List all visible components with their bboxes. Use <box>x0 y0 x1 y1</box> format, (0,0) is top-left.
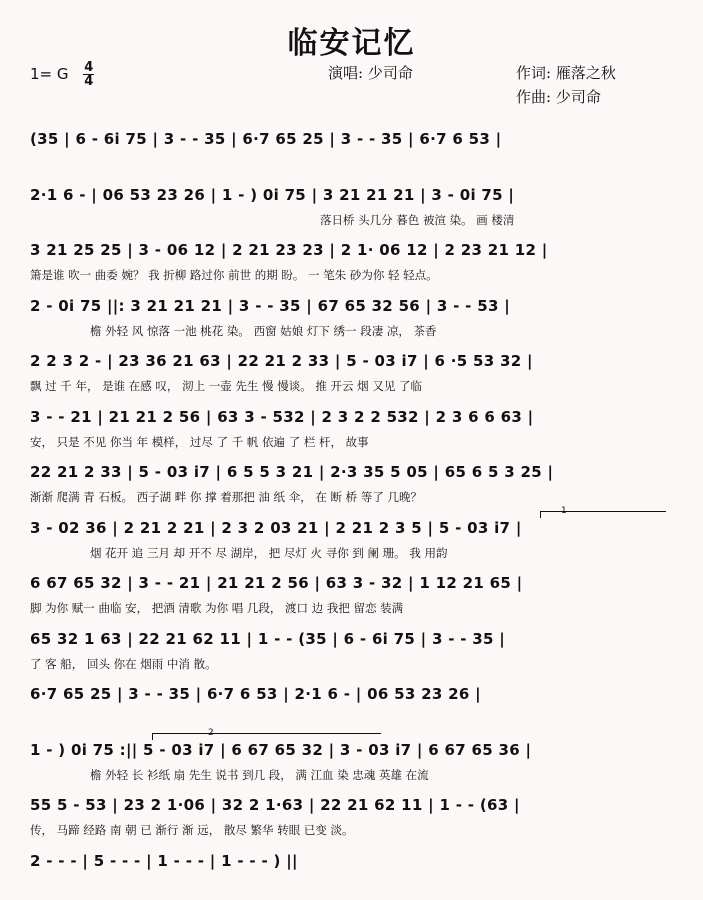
singer-credit: 演唱: 少司命 <box>328 64 413 82</box>
lyrics-line: 檐 外轻 风 惊落 一池 桃花 染。 西窗 姑娘 灯下 绣一 段凄 凉， 茶香 <box>90 323 437 338</box>
notation-line: 2 - 0i 75 ||: 3 21 21 21 | 3 - - 35 | 67 65 32 56 | 3 - - 53 | <box>30 296 510 315</box>
lyrics-line: 落日桥 头几分 暮色 被渲 染。 画 楼清 <box>320 212 515 227</box>
key-label: 1= G <box>30 65 69 83</box>
notation-line: 3 21 25 25 | 3 - 06 12 | 2 21 23 23 | 2 1· 06 12 | 2 23 21 12 | <box>30 241 548 259</box>
notation-line: 22 21 2 33 | 5 - 03 i7 | 6 5 5 3 21 | 2·3 35 5 05 | 65 6 5 3 25 | <box>30 463 554 481</box>
volta-number: 1 <box>561 505 567 516</box>
score-line <box>30 786 670 842</box>
volta-number: 2 <box>208 727 214 738</box>
volta-bracket-2 <box>152 727 381 740</box>
score-line <box>30 842 670 898</box>
score-line <box>30 675 670 731</box>
score-line <box>30 287 670 343</box>
notation-line: 55 5 - 53 | 23 2 1·06 | 32 2 1·63 | 22 21 62 11 | 1 - - (63 | <box>30 796 520 814</box>
lyrics-line: 安， 只是 不见 你当 年 模样， 过尽 了 千 帆 依遍 了 栏 杆， 故事 <box>30 434 369 449</box>
lyricist-credit: 作词: 雁落之秋 <box>516 64 616 82</box>
song-title: 临安记忆 <box>287 26 416 61</box>
lyrics-line: 檐 外轻 长 衫纸 扇 先生 说书 到几 段， 满 江血 染 忠魂 英雄 在流 <box>90 767 429 782</box>
score-line <box>30 564 670 620</box>
score-line <box>30 620 670 676</box>
time-signature-top: 4 <box>84 60 94 75</box>
score-line <box>30 120 670 176</box>
lyrics-line: 脚 为你 赋一 曲临 安， 把酒 清歌 为你 唱 几段， 渡口 边 我把 留恋 装满 <box>30 601 404 615</box>
notation-line: 2·1 6 - | 06 53 23 26 | 1 - ) 0i 75 | 3 21 21 21 | 3 - 0i 75 | <box>30 185 515 204</box>
notation-line: 1 - ) 0i 75 :|| 5 - 03 i7 | 6 67 65 32 | 3 - 03 i7 | 6 67 65 36 | <box>30 740 532 759</box>
lyrics-line: 渐渐 爬满 青 石板。 西子湖 畔 你 撑 着那把 油 纸 伞， 在 断 桥 等了 几晚？ <box>30 490 422 504</box>
score-line <box>30 453 670 509</box>
key-signature <box>30 62 94 87</box>
notation-line: (35 | 6 - 6i 75 | 3 - - 35 | 6·7 65 25 | 3 - - 35 | 6·7 6 53 | <box>30 130 502 148</box>
lyrics-line: 了 客 船， 回头 你在 烟雨 中消 散。 <box>30 656 217 671</box>
notation-line: 3 - 02 36 | 2 21 2 21 | 2 3 2 03 21 | 2 21 2 3 5 | 5 - 03 i7 | <box>30 518 522 537</box>
notation-line: 2 2 3 2 - | 23 36 21 63 | 22 21 2 33 | 5 - 03 i7 | 6 ·5 53 32 | <box>30 352 533 370</box>
score-line <box>30 505 670 565</box>
notation-line: 3 - - 21 | 21 21 2 56 | 63 3 - 532 | 2 3 2 2 532 | 2 3 6 6 63 | <box>30 407 534 426</box>
volta-bracket-1 <box>540 505 666 518</box>
notation-line: 6·7 65 25 | 3 - - 35 | 6·7 6 53 | 2·1 6 - | 06 53 23 26 | <box>30 685 481 703</box>
score-line <box>30 231 670 287</box>
lyrics-line: 烟 花开 追 三月 却 开不 尽 湖岸， 把 尽灯 火 寻你 到 阑 珊。 我 用韵 <box>90 545 448 560</box>
score-line <box>30 727 670 787</box>
lyrics-line: 飘 过 千 年， 是谁 在感 叹， 沏上 一壶 先生 慢 慢谈。 推 开云 烟 又见 了临 <box>30 379 422 393</box>
time-signature <box>83 62 94 87</box>
lyrics-line: 箫是谁 吹一 曲委 婉？ 我 折柳 路过你 前世 的期 盼。 一 笔朱 砂为你 轻 轻点。 <box>30 268 438 282</box>
composer-credit: 作曲: 少司命 <box>516 88 601 106</box>
notation-line: 2 - - - | 5 - - - | 1 - - - | 1 - - - ) || <box>30 851 298 870</box>
lyrics-line: 传， 马蹄 经路 南 朝 已 渐行 渐 远， 散尽 繁华 转眼 已变 淡。 <box>30 823 354 837</box>
time-signature-bottom: 4 <box>84 74 94 89</box>
notation-line: 6 67 65 32 | 3 - - 21 | 21 21 2 56 | 63 3 - 32 | 1 12 21 65 | <box>30 574 523 592</box>
score <box>30 120 670 897</box>
notation-line: 65 32 1 63 | 22 21 62 11 | 1 - - (35 | 6 - 6i 75 | 3 - - 35 | <box>30 629 506 648</box>
score-line <box>30 398 670 454</box>
score-line <box>30 176 670 232</box>
score-line <box>30 342 670 398</box>
